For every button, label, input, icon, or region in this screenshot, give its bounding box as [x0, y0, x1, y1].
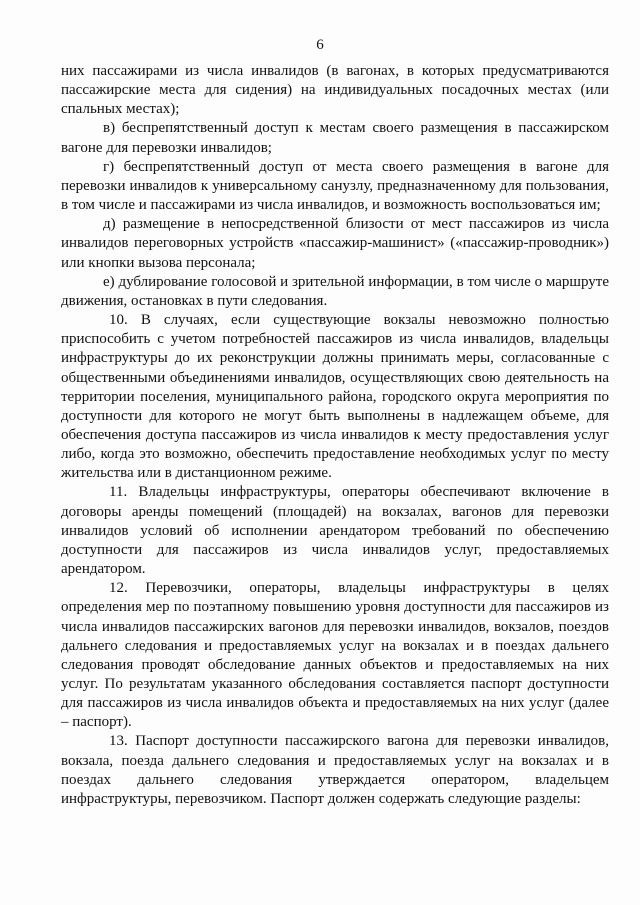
paragraph-item-e: е) дублирование голосовой и зрительной информации, в том числе о маршруте движения, остановках в пути следования.	[61, 273, 609, 309]
paragraph-item-d: д) размещение в непосредственной близости от мест пассажиров из числа инвалидов переговорных устройств «пассажир-машинист» («пассажир-проводник») или кнопки вызова персонала;	[61, 216, 609, 271]
paragraph-11: 11. Владельцы инфраструктуры, операторы обеспечивают включение в договоры аренды помещений (площадей) на вокзалах, вагонов для перевозки инвалидов условий об исполнении арендатором требований по обеспечению доступности для пассажиров из числа инвалидов услуг, предоставляемых арендатором.	[61, 484, 609, 578]
page-number: 6	[316, 37, 324, 53]
paragraph-continuation: них пассажирами из числа инвалидов (в вагонах, в которых предусматриваются пассажирские места для сидения) на индивидуальных посадочных местах (или спальных местах);	[61, 63, 609, 118]
paragraph-10: 10. В случаях, если существующие вокзалы невозможно полностью приспособить с учетом потребностей пассажиров из числа инвалидов, владельцы инфраструктуры до их реконструкции должны принимать меры, согласованные с общественными объединениями инвалидов, осуществляющих свою деятельность на территории поселения, муниципального района, городского округа мероприятия по доступности для которого не могут быть выполнены в надлежащем объеме, для обеспечения доступа пассажиров из числа инвалидов к месту предоставления услуг либо, когда это возможно, обеспечить предоставление необходимых услуг по месту жительства или в дистанционном режиме.	[61, 312, 609, 482]
paragraph-13: 13. Паспорт доступности пассажирского вагона для перевозки инвалидов, вокзала, поезда дальнего следования и предоставляемых услуг на вокзалах и в поездах дальнего следования утверждается оператором, владельцем инфраструктуры, перевозчиком. Паспорт должен содержать следующие разделы:	[61, 733, 609, 807]
paragraph-12: 12. Перевозчики, операторы, владельцы инфраструктуры в целях определения мер по поэтапному повышению уровня доступности для пассажиров из числа инвалидов пассажирских вагонов для перевозки инвалидов, вокзалов, поездов дальнего следования и предоставляемых услуг на вокзалах и в поездах дальнего следования проводят обследование данных объектов и предоставляемых на них услуг. По результатам указанного обследования составляется паспорт доступности для пассажиров из числа инвалидов объекта и предоставляемых на них услуг (далее – паспорт).	[61, 580, 609, 731]
paragraph-item-g: г) беспрепятственный доступ от места своего размещения в вагоне для перевозки инвалидов к универсальному санузлу, предназначенному для пользования, в том числе и пассажирами из числа инвалидов, и возможность воспользоваться им;	[61, 158, 609, 214]
document-body	[61, 62, 609, 809]
paragraph-item-v: в) беспрепятственный доступ к местам своего размещения в пассажирском вагоне для перевозки инвалидов;	[61, 120, 609, 156]
